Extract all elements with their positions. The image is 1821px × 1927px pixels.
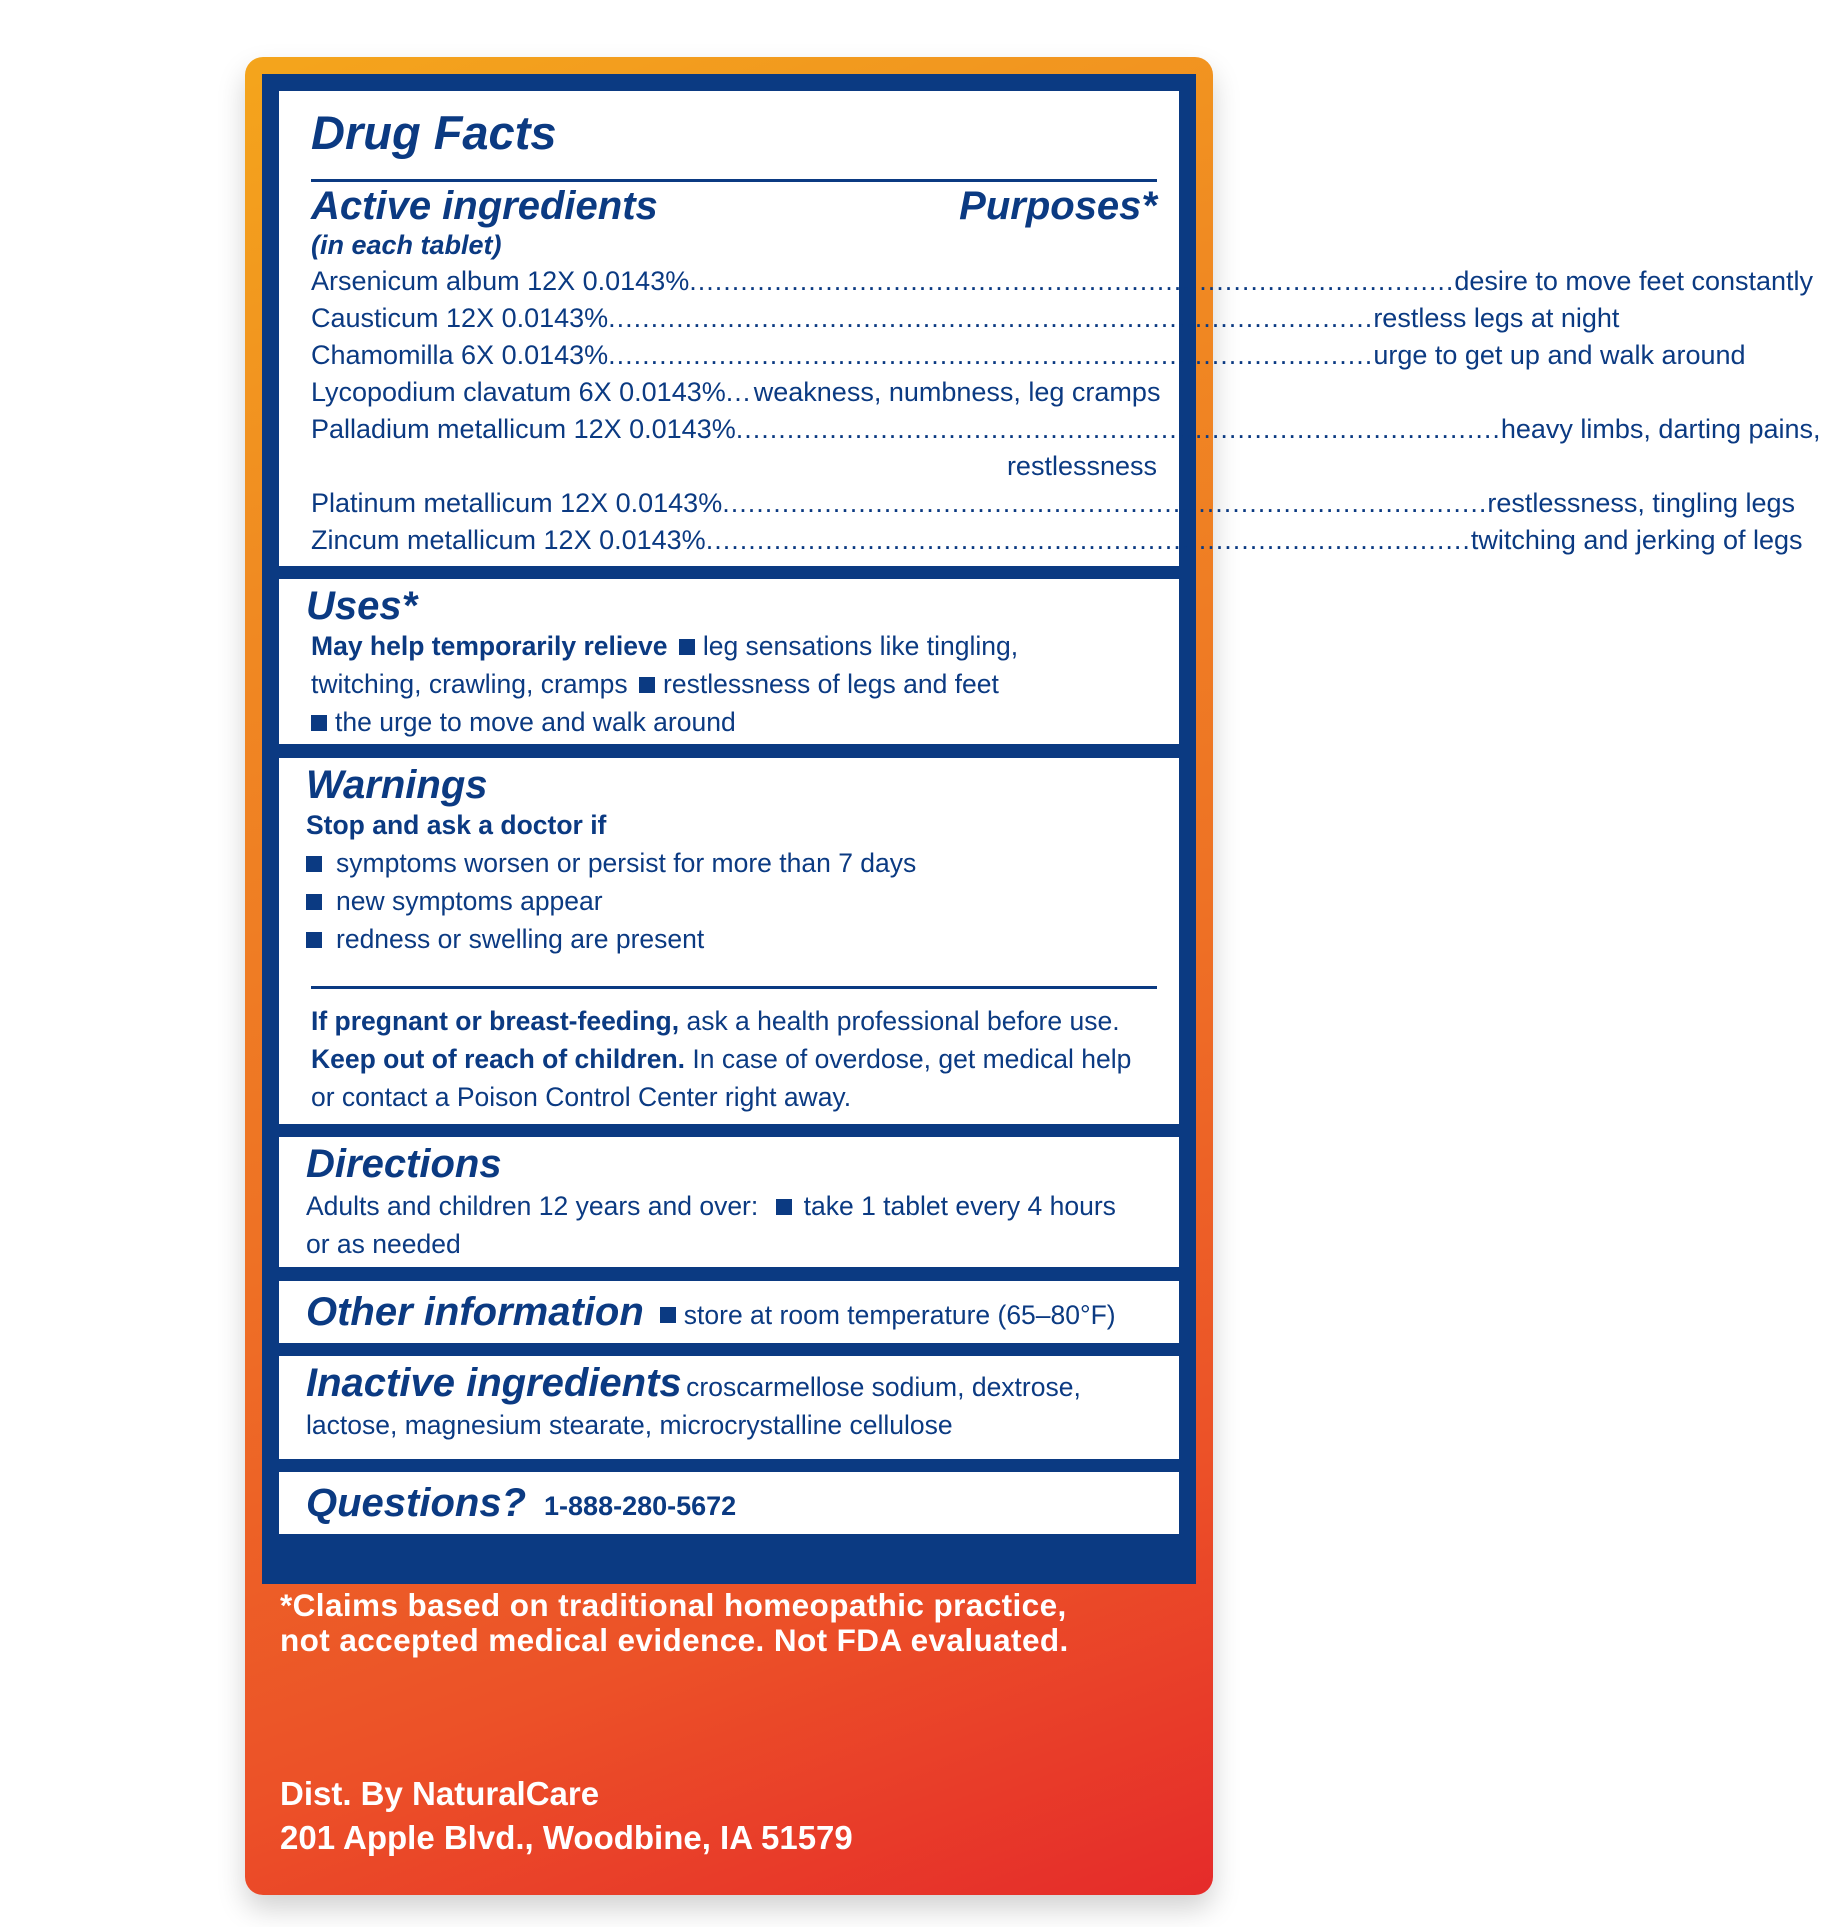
bullet-square-icon [679, 639, 695, 655]
leader-dots: ... [725, 377, 752, 407]
questions-section [279, 1472, 1179, 1534]
leader-dots: .......................................................................................... [705, 525, 1471, 555]
drug-facts-title: Drug Facts [311, 106, 557, 159]
uses-line [311, 627, 1018, 665]
ingredient-row [311, 522, 1803, 559]
bullet-square-icon [639, 677, 655, 693]
directions-section [279, 1137, 1179, 1267]
uses-item: leg sensations like tingling, [702, 631, 1019, 661]
bullet-square-icon [660, 1307, 676, 1323]
homeopathic-disclaimer [280, 1588, 1069, 1658]
purposes-heading: Purposes* [959, 184, 1157, 228]
other-information-text: store at room temperature (65–80°F) [683, 1300, 1116, 1330]
inactive-ingredients-section [279, 1356, 1179, 1459]
ingredient-purpose: urge to get up and walk around [1373, 340, 1746, 370]
warning-text: redness or swelling are present [336, 924, 705, 954]
ingredient-purpose: twitching and jerking of legs [1470, 525, 1803, 555]
warning-item [306, 920, 916, 958]
questions-heading: Questions? [306, 1481, 527, 1525]
uses-lead: May help temporarily relieve [311, 631, 668, 661]
stop-ask-doctor: Stop and ask a doctor if [306, 810, 607, 840]
distributor-name: Dist. By NaturalCare [280, 1775, 600, 1812]
warnings-list [306, 844, 916, 958]
keep-out-text: In case of overdose, get medical help [685, 1044, 1132, 1074]
ingredient-row [311, 263, 1814, 300]
uses-heading: Uses* [306, 584, 418, 628]
ingredients-list [311, 263, 1821, 559]
leader-dots: .......................................................................................... [608, 303, 1374, 333]
warning-text: new symptoms appear [336, 886, 603, 916]
uses-section [279, 579, 1179, 744]
warnings-more [311, 1002, 1131, 1116]
uses-text [311, 627, 1018, 741]
distributor-address: 201 Apple Blvd., Woodbine, IA 51579 [280, 1819, 853, 1856]
leader-dots: .......................................................................................... [608, 340, 1374, 370]
disclaimer-line: *Claims based on traditional homeopathic practice, [280, 1587, 1067, 1623]
ingredient-purpose: weakness, numbness, leg cramps [753, 377, 1161, 407]
uses-line [311, 703, 1018, 741]
questions-phone[interactable]: 1-888-280-5672 [544, 1490, 737, 1521]
directions-line [306, 1187, 1116, 1225]
inactive-text: croscarmellose sodium, dextrose, [686, 1372, 1081, 1402]
warnings-section [279, 758, 1179, 1124]
ingredient-purpose: desire to move feet constantly [1454, 266, 1814, 296]
other-information-section [279, 1281, 1179, 1343]
ingredient-name: Lycopodium clavatum 6X 0.0143% [311, 377, 726, 407]
product-label-panel [245, 57, 1821, 1895]
directions-who: Adults and children 12 years and over: [306, 1191, 759, 1221]
pregnant-text: ask a health professional before use. [679, 1006, 1120, 1036]
poison-control-line: or contact a Poison Control Center right away. [311, 1082, 852, 1112]
disclaimer-line: not accepted medical evidence. Not FDA evaluated. [280, 1622, 1069, 1658]
ingredient-row [311, 485, 1796, 522]
warning-item [306, 882, 916, 920]
ingredient-name: Causticum 12X 0.0143% [311, 303, 609, 333]
warnings-heading: Warnings [306, 763, 488, 807]
bullet-square-icon [306, 894, 322, 910]
leader-dots: .......................................................................................... [735, 414, 1501, 444]
distributor-info [280, 1772, 853, 1860]
warning-text: symptoms worsen or persist for more than 7 days [336, 848, 917, 878]
bullet-square-icon [306, 932, 322, 948]
ingredient-purpose: restlessness, tingling legs [1487, 488, 1796, 518]
keep-out-line [311, 1040, 1131, 1078]
pregnant-line [311, 1002, 1131, 1040]
uses-item: twitching, crawling, cramps [311, 669, 628, 699]
keep-out-bold: Keep out of reach of children. [311, 1044, 685, 1074]
bullet-square-icon [306, 856, 322, 872]
other-information-heading: Other information [306, 1290, 644, 1334]
inactive-text: lactose, magnesium stearate, microcrystalline cellulose [306, 1410, 953, 1440]
leader-dots: .......................................................................................... [689, 266, 1455, 296]
directions-dose: take 1 tablet every 4 hours [803, 1191, 1116, 1221]
warning-item [306, 844, 916, 882]
directions-text [306, 1187, 1116, 1263]
directions-heading: Directions [306, 1142, 502, 1186]
ingredient-name: Zincum metallicum 12X 0.0143% [311, 525, 706, 555]
directions-line: or as needed [306, 1229, 461, 1259]
bullet-square-icon [311, 715, 327, 731]
ingredient-purpose: restless legs at night [1373, 303, 1620, 333]
ingredient-row [311, 448, 1157, 485]
active-subheading: (in each tablet) [311, 230, 502, 260]
active-ingredients-section [279, 91, 1821, 566]
ingredient-purpose: restlessness [1006, 451, 1157, 481]
uses-item: restlessness of legs and feet [663, 669, 999, 699]
leader-dots: .......................................................................................... [722, 488, 1488, 518]
ingredient-name: Arsenicum album 12X 0.0143% [311, 266, 690, 296]
inactive-first-line [306, 1360, 1081, 1406]
pregnant-bold: If pregnant or breast-feeding, [311, 1006, 680, 1036]
ingredient-name: Chamomilla 6X 0.0143% [311, 340, 609, 370]
ingredient-row [311, 411, 1821, 448]
drug-facts-frame [262, 74, 1821, 1584]
active-ingredients-heading: Active ingredients [311, 184, 658, 228]
ingredient-name: Platinum metallicum 12X 0.0143% [311, 488, 723, 518]
warnings-rule [311, 986, 1157, 989]
ingredient-purpose: heavy limbs, darting pains, [1500, 414, 1821, 444]
ingredient-name: Palladium metallicum 12X 0.0143% [311, 414, 736, 444]
title-rule [311, 179, 1157, 182]
inactive-ingredients-heading: Inactive ingredients [306, 1361, 682, 1405]
ingredient-row [311, 337, 1746, 374]
uses-line [311, 665, 1018, 703]
uses-item: the urge to move and walk around [335, 707, 736, 737]
ingredient-row [311, 300, 1620, 337]
bullet-square-icon [776, 1199, 792, 1215]
ingredient-row [311, 374, 1161, 411]
